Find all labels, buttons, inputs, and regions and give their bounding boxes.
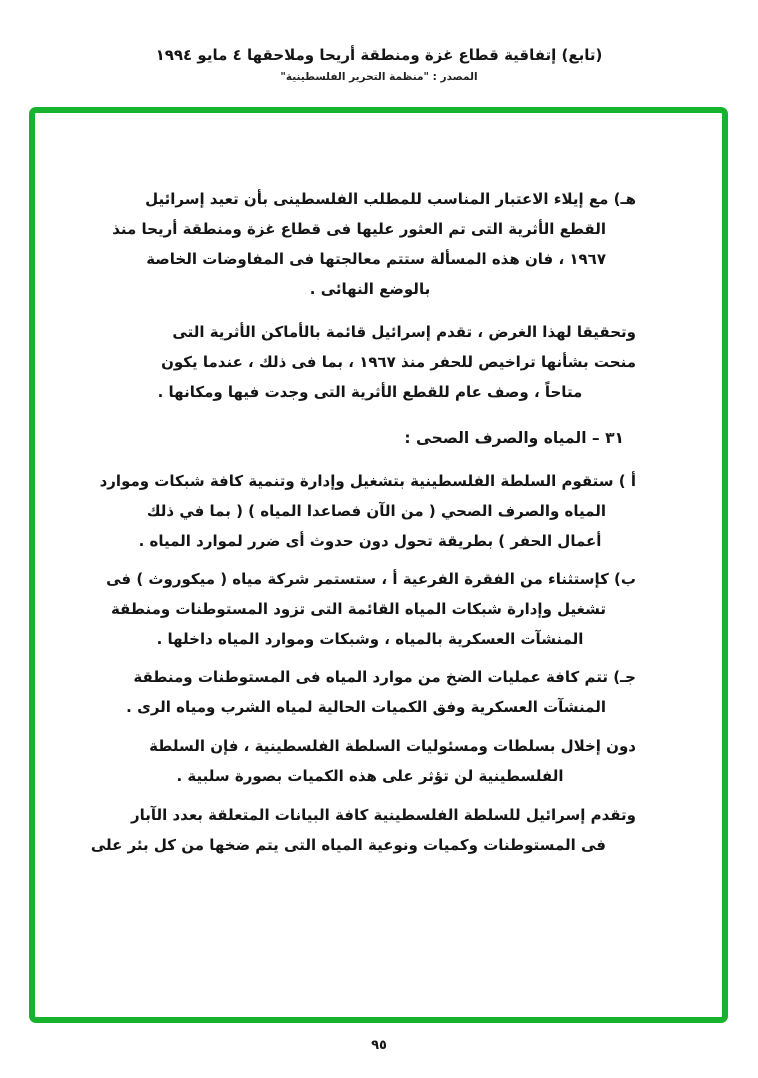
- paragraph-line: فى المستوطنات وكميات ونوعية المياه التى يتم ضخها من كل بئر على: [90, 836, 606, 854]
- paragraph-line: ١٩٦٧ ، فان هذه المسألة ستتم معالجتها فى المفاوضات الخاصة: [146, 250, 606, 268]
- paragraph-e-antiquities: [112, 184, 636, 304]
- paragraph-line: وتحقيقا لهذا الغرض ، تقدم إسرائيل قائمة بالأماكن الأثرية التى: [172, 323, 636, 341]
- paragraph-line: المنشآت العسكرية وفق الكميات الحالية لمياه الشرب ومياه الرى .: [126, 698, 606, 716]
- paragraph-line: أ ) ستقوم السلطة الفلسطينية بتشغيل وإدارة وتنمية كافة شبكات وموارد: [99, 472, 636, 490]
- document-source-line: المصدر : "منظمة التحرير الفلسطينية": [280, 71, 478, 83]
- document-body-text: [90, 184, 636, 873]
- paragraph-line: بالوضع النهائى .: [309, 280, 431, 298]
- paragraph-line: تشغيل وإدارة شبكات المياه القائمة التى تزود المستوطنات ومنطقة: [110, 600, 606, 618]
- page-number: ٩٥: [371, 1038, 387, 1053]
- paragraph-line: المنشآت العسكرية بالمياه ، وشبكات وموارد المياه داخلها .: [156, 630, 584, 648]
- paragraph-b-mekorot-exception: [106, 564, 636, 654]
- paragraph-line: جـ) تتم كافة عمليات الضخ من موارد المياه فى المستوطنات ومنطقة: [133, 668, 636, 686]
- paragraph-a-water-authority: [99, 466, 636, 556]
- document-title: (تابع) إتفاقية قطاع غزة ومنطقة أريحا وملاحقها ٤ مايو ١٩٩٤: [155, 46, 603, 64]
- paragraph-line: وتقدم إسرائيل للسلطة الفلسطينية كافة البيانات المتعلقة بعدد الآبار: [130, 806, 636, 824]
- paragraph-line: ب) كإستثناء من الفقرة الفرعية أ ، ستستمر شركة مياه ( ميكوروث ) فى: [106, 570, 636, 588]
- paragraph-israel-data-wells: [90, 800, 636, 860]
- paragraph-j-pumping-operations: [124, 662, 636, 722]
- document-header: [0, 46, 758, 83]
- paragraph-line: أعمال الحفر ) بطريقة تحول دون حدوث أى ضرر لموارد المياه .: [138, 532, 602, 550]
- paragraph-line: الفلسطينية لن تؤثر على هذه الكميات بصورة سلبية .: [176, 767, 564, 785]
- section-heading-31-water-sanitation: ٣١ – المياه والصرف الصحى :: [404, 429, 624, 447]
- paragraph-purpose-list: [124, 317, 636, 407]
- paragraph-line: هـ) مع إيلاء الاعتبار المناسب للمطلب الفلسطينى بأن تعيد إسرائيل: [145, 190, 636, 208]
- paragraph-line: متاحاً ، وصف عام للقطع الأثرية التى وجدت فيها ومكانها .: [157, 383, 583, 401]
- paragraph-line: منحت بشأنها تراخيص للحفر منذ ١٩٦٧ ، بما فى ذلك ، عندما يكون: [161, 353, 636, 371]
- paragraph-no-prejudice: [124, 731, 636, 791]
- paragraph-line: دون إخلال بسلطات ومسئوليات السلطة الفلسطينية ، فإن السلطة: [149, 737, 636, 755]
- paragraph-line: القطع الأثرية التى تم العثور عليها فى قطاع غزة ومنطقة أريحا منذ: [112, 220, 606, 238]
- paragraph-line: المياه والصرف الصحي ( من الآن فصاعدا المياه ) ( بما في ذلك: [146, 502, 606, 520]
